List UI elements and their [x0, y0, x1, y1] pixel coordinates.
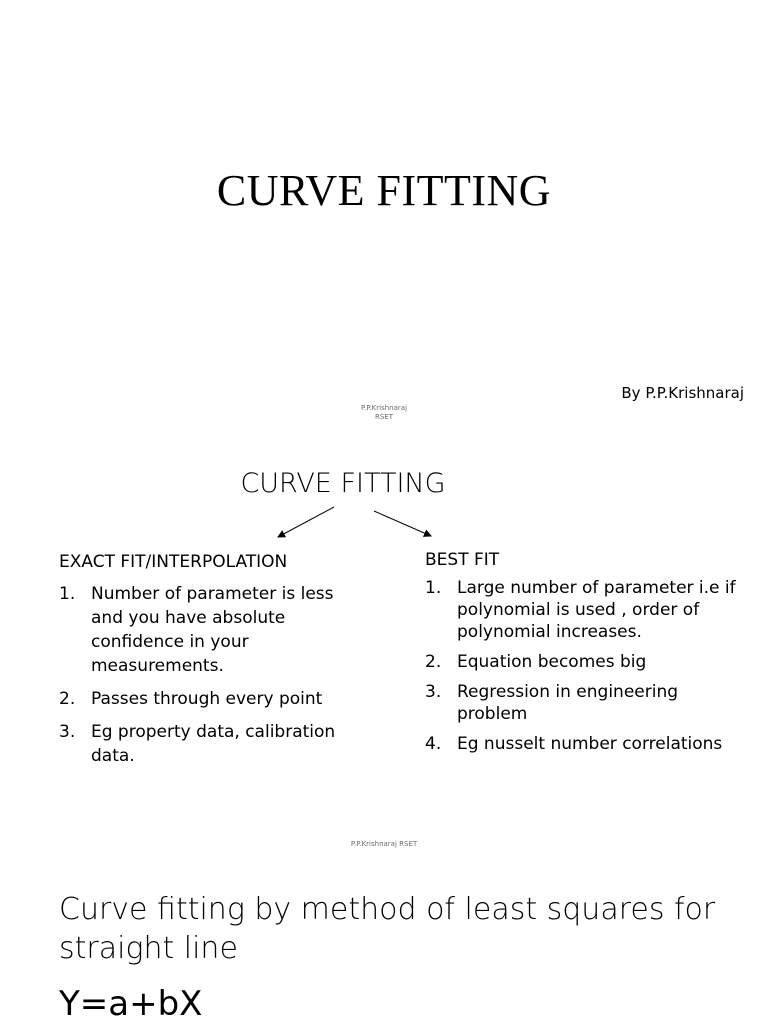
slide-heading: Curve fitting by method of least squares for straight line	[59, 892, 716, 966]
least-squares-slide	[0, 860, 768, 1024]
slide-footer	[334, 404, 434, 422]
list-item-text: Regression in engineering problem	[457, 682, 679, 724]
list-item	[425, 681, 745, 725]
list-item-text: Passes through every point	[91, 689, 323, 709]
exact-fit-heading: EXACT FIT/INTERPOLATION	[59, 552, 288, 572]
slide-title: CURVE FITTING	[216, 166, 552, 215]
list-item-text: Eg nusselt number correlations	[457, 734, 723, 754]
list-item-number: 3.	[59, 722, 76, 742]
list-item	[425, 651, 745, 673]
branch-arrows	[0, 440, 768, 560]
list-item-text: Number of parameter is less and you have absolute confidence in your measurements.	[91, 584, 334, 676]
line-equation: Y=a+bX	[59, 984, 203, 1024]
list-item-text: Equation becomes big	[457, 652, 647, 672]
footer-institution: RSET	[374, 413, 393, 421]
arrow-left	[278, 507, 334, 537]
list-item-number: 1.	[425, 578, 442, 598]
list-item-number: 3.	[425, 682, 442, 702]
exact-fit-list	[59, 582, 359, 777]
list-item	[59, 720, 359, 768]
best-fit-list	[425, 577, 745, 763]
list-item-text: Eg property data, calibration data.	[91, 722, 336, 766]
arrow-right	[374, 511, 431, 536]
list-item	[425, 733, 745, 755]
footer-author: P.P.Krishnaraj	[360, 404, 408, 412]
list-item	[59, 687, 359, 711]
list-item	[59, 582, 359, 678]
author-credit: By P.P.Krishnaraj	[621, 384, 744, 402]
best-fit-heading: BEST FIT	[425, 550, 500, 570]
list-item-number: 1.	[59, 584, 76, 604]
list-item-number: 2.	[59, 689, 76, 709]
list-item	[425, 577, 745, 643]
slide-title: CURVE FITTING	[240, 468, 446, 499]
slide-footer: P.P.Krishnaraj RSET	[350, 840, 418, 848]
list-item-text: Large number of parameter i.e if polynomial is used , order of polynomial increases.	[457, 578, 736, 642]
title-slide	[0, 0, 768, 440]
classification-slide	[0, 440, 768, 860]
list-item-number: 4.	[425, 734, 442, 754]
list-item-number: 2.	[425, 652, 442, 672]
